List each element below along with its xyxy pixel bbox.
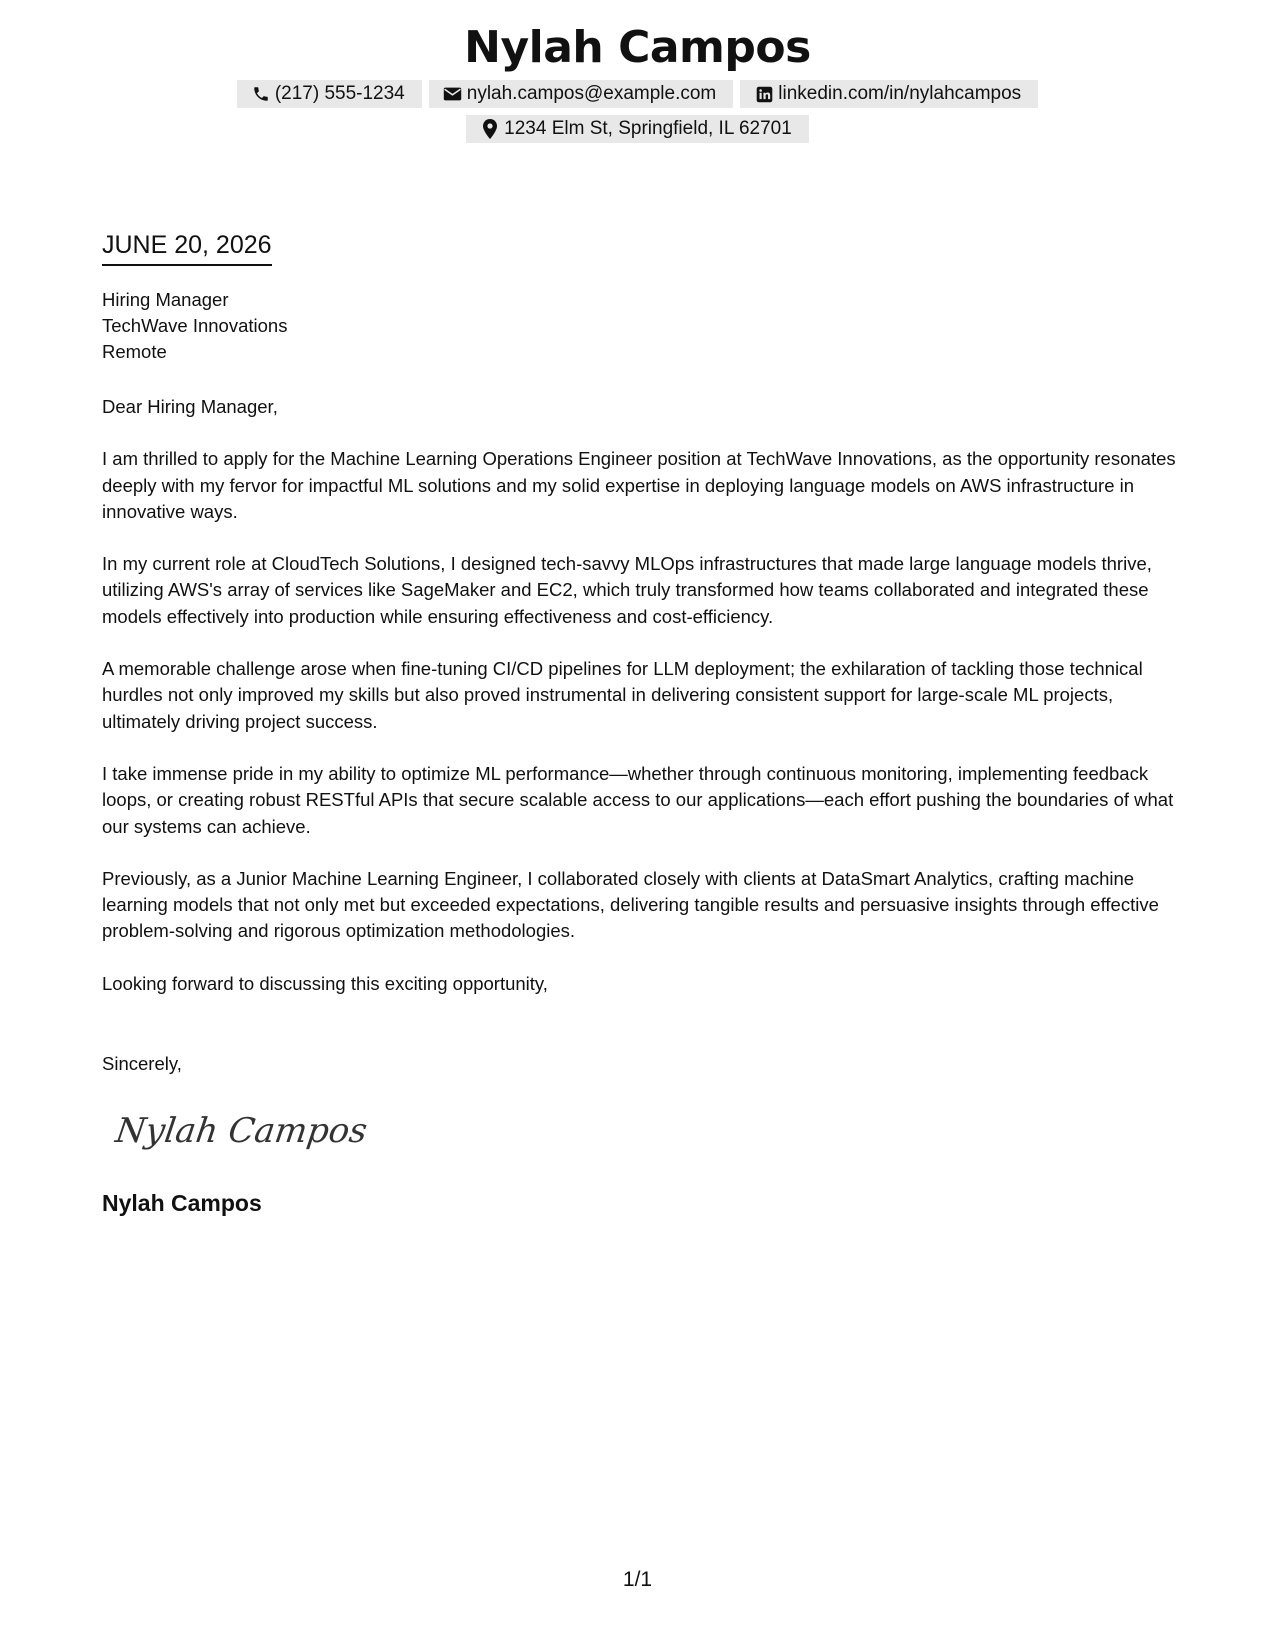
body-paragraph: A memorable challenge arose when fine-tuning CI/CD pipelines for LLM deployment; the exhilaration of tackling those technical hurdles not only improved my skills but also proved instrumental in delivering consistent support for large-scale ML projects, ultimately driving project success. (102, 658, 1143, 732)
phone-number: (217) 555-1234 (274, 83, 405, 104)
body-paragraph: Previously, as a Junior Machine Learning Engineer, I collaborated closely with clients at DataSmart Analytics, crafting machine learning models that not only met but exceeded expectations, delivering tangible results and persuasive insights through effective problem-solving and rigorous optimization methodologies. (102, 867, 1159, 942)
recipient-block (102, 287, 287, 365)
signer-name: Nylah Campos (102, 1190, 262, 1216)
address-chip (466, 115, 809, 143)
letter-body (102, 394, 1182, 1023)
contact-row-secondary (0, 115, 1275, 143)
recipient-title: Hiring Manager (102, 289, 229, 310)
map-pin-icon (480, 119, 500, 139)
salutation: Dear Hiring Manager, (102, 396, 278, 417)
linkedin-icon (754, 84, 774, 104)
signature-script: Nylah Campos (113, 1111, 370, 1151)
email-chip (429, 80, 734, 108)
page-number: 1/1 (622, 1568, 653, 1591)
contact-row-primary (0, 80, 1275, 108)
phone-icon (251, 84, 271, 104)
envelope-icon (443, 84, 463, 104)
email-address[interactable]: nylah.campos@example.com (466, 83, 717, 104)
applicant-name-heading: Nylah Campos (464, 22, 811, 73)
closing-valediction: Sincerely, (102, 1053, 182, 1074)
linkedin-chip (740, 80, 1038, 108)
handwritten-signature (113, 1102, 370, 1158)
body-paragraph: I am thrilled to apply for the Machine Learning Operations Engineer position at TechWave Innovations, as the opportunity resonates deeply with my fervor for impactful ML solutions and my solid expertise in deploying language models on AWS infrastructure in innovative ways. (102, 448, 1176, 522)
street-address: 1234 Elm St, Springfield, IL 62701 (504, 118, 792, 139)
letter-date: JUNE 20, 2026 (102, 228, 272, 266)
body-paragraph: I take immense pride in my ability to optimize ML performance—whether through continuous monitoring, implementing feedback loops, or creating robust RESTful APIs that secure scalable access to our applications—each effort pushing the boundaries of what our systems can achieve. (102, 762, 1174, 837)
recipient-location: Remote (102, 341, 167, 362)
linkedin-url[interactable]: linkedin.com/in/nylahcampos (778, 83, 1022, 104)
closing-paragraph: Looking forward to discussing this exciting opportunity, (102, 972, 548, 994)
recipient-company: TechWave Innovations (102, 315, 288, 336)
phone-chip (237, 80, 422, 108)
body-paragraph: In my current role at CloudTech Solutions, I designed tech-savvy MLOps infrastructures that made large language models thrive, utilizing AWS's array of services like SageMaker and EC2, which truly transformed how teams collaborated and integrated these models effectively into production while ensuring effectiveness and cost-efficiency. (102, 553, 1152, 627)
